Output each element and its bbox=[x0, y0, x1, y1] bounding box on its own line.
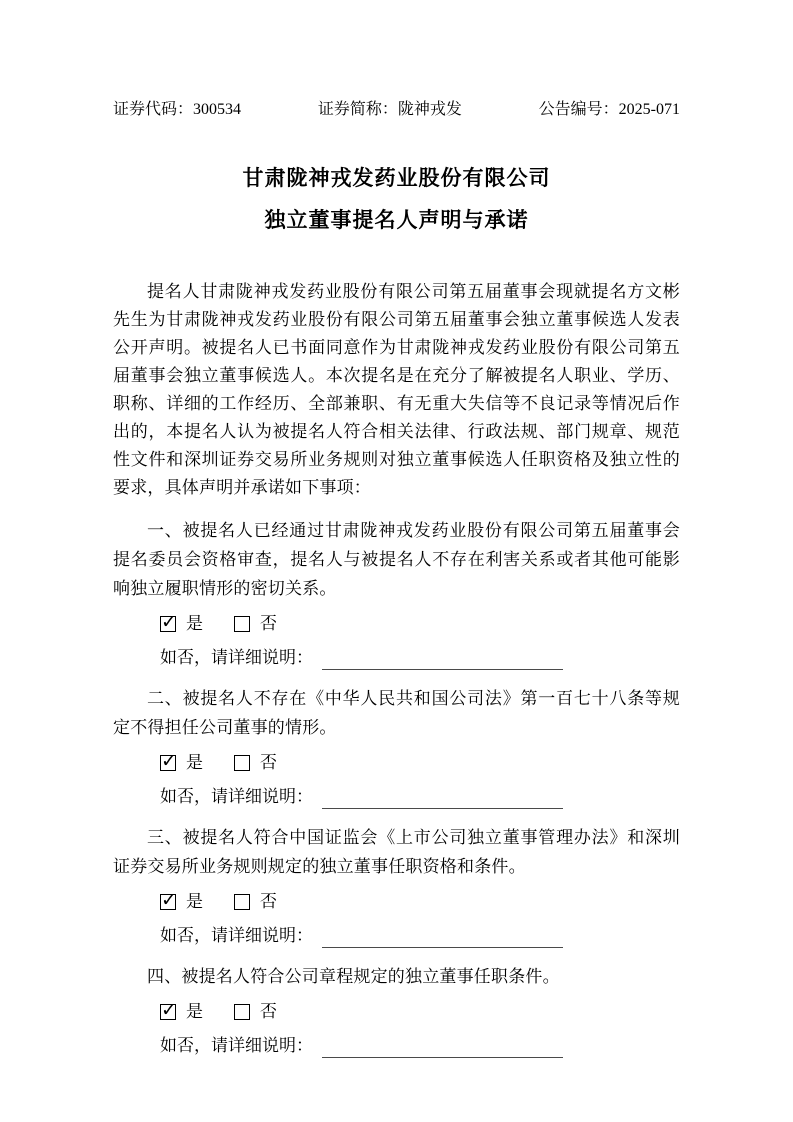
document-title: 独立董事提名人声明与承诺 bbox=[264, 208, 529, 232]
item-4-detail-row bbox=[113, 1034, 680, 1058]
item-1-check-row bbox=[113, 613, 680, 635]
announcement-number: 公告编号：2025-071 bbox=[538, 101, 680, 118]
yes-label: 是 bbox=[186, 614, 203, 633]
detail-blank-field[interactable] bbox=[322, 792, 563, 809]
no-checkbox-icon[interactable] bbox=[234, 755, 250, 771]
check-mark-icon: ✓ bbox=[161, 750, 177, 772]
doc-header bbox=[113, 100, 680, 120]
detail-prompt-label: 如否，请详细说明： bbox=[160, 787, 313, 806]
declaration-item-2 bbox=[113, 684, 680, 809]
check-mark-icon: ✓ bbox=[161, 889, 177, 911]
item-4-check-row bbox=[113, 1001, 680, 1023]
item-3-detail-row bbox=[113, 924, 680, 948]
detail-blank-field[interactable] bbox=[322, 653, 563, 670]
declaration-item-4 bbox=[113, 962, 680, 1058]
item-4-text: 四、被提名人符合公司章程规定的独立董事任职条件。 bbox=[147, 967, 560, 986]
detail-blank-field[interactable] bbox=[322, 931, 563, 948]
no-label: 否 bbox=[260, 753, 277, 772]
declaration-item-1 bbox=[113, 516, 680, 670]
check-mark-icon: ✓ bbox=[161, 611, 177, 633]
yes-checkbox-icon[interactable] bbox=[160, 611, 177, 633]
yes-label: 是 bbox=[186, 892, 203, 911]
no-label: 否 bbox=[260, 1002, 277, 1021]
detail-blank-field[interactable] bbox=[322, 1041, 563, 1058]
item-2-detail-row bbox=[113, 785, 680, 809]
yes-label: 是 bbox=[186, 1002, 203, 1021]
no-checkbox-icon[interactable] bbox=[234, 616, 250, 632]
yes-checkbox-icon[interactable] bbox=[160, 999, 177, 1021]
yes-label: 是 bbox=[186, 753, 203, 772]
check-mark-icon: ✓ bbox=[161, 999, 177, 1021]
yes-checkbox-icon[interactable] bbox=[160, 889, 177, 911]
no-checkbox-icon[interactable] bbox=[234, 894, 250, 910]
no-label: 否 bbox=[260, 614, 277, 633]
declaration-item-3 bbox=[113, 823, 680, 948]
detail-prompt-label: 如否，请详细说明： bbox=[160, 926, 313, 945]
item-1-detail-row bbox=[113, 646, 680, 670]
item-2-check-row bbox=[113, 752, 680, 774]
no-checkbox-icon[interactable] bbox=[234, 1004, 250, 1020]
intro-paragraph: 提名人甘肃陇神戎发药业股份有限公司第五届董事会现就提名方文彬先生为甘肃陇神戎发药业股份有限公司第五届董事会独立董事候选人发表公开声明。被提名人已书面同意作为甘肃陇神戎发药业股份有限公司第五届董事会独立董事候选人。本次提名是在充分了解被提名人职业、学历、职称、详细的工作经历、全部兼职、有无重大失信等不良记录等情况后作出的，本提名人认为被提名人符合相关法律、行政法规、部门规章、规范性文件和深圳证券交易所业务规则对独立董事候选人任职资格及独立性的要求，具体声明并承诺如下事项： bbox=[113, 282, 680, 497]
item-2-text: 二、被提名人不存在《中华人民共和国公司法》第一百七十八条等规定不得担任公司董事的情形。 bbox=[113, 689, 680, 737]
stock-code: 证券代码：300534 bbox=[113, 101, 242, 118]
item-3-check-row bbox=[113, 891, 680, 913]
yes-checkbox-icon[interactable] bbox=[160, 750, 177, 772]
item-1-text: 一、被提名人已经通过甘肃陇神戎发药业股份有限公司第五届董事会提名委员会资格审查，提名人与被提名人不存在利害关系或者其他可能影响独立履职情形的密切关系。 bbox=[113, 521, 680, 598]
item-3-text: 三、被提名人符合中国证监会《上市公司独立董事管理办法》和深圳证券交易所业务规则规定的独立董事任职资格和条件。 bbox=[113, 828, 680, 876]
stock-short-name: 证券简称：陇神戎发 bbox=[317, 101, 462, 118]
company-title: 甘肃陇神戎发药业股份有限公司 bbox=[242, 166, 551, 190]
detail-prompt-label: 如否，请详细说明： bbox=[160, 1036, 313, 1055]
detail-prompt-label: 如否，请详细说明： bbox=[160, 648, 313, 667]
no-label: 否 bbox=[260, 892, 277, 911]
